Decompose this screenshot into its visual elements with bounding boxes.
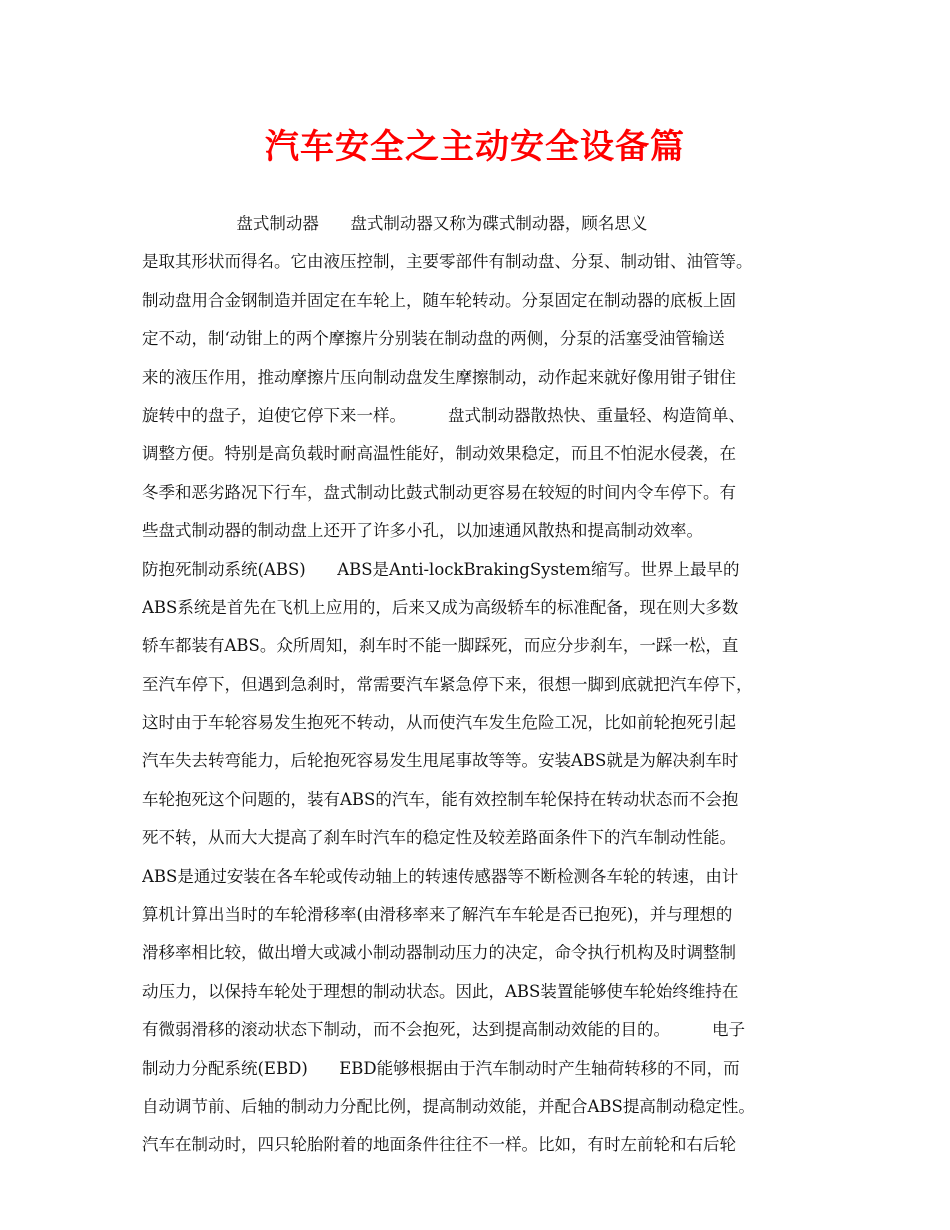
body-line: 冬季和恶劣路况下行车，盘式制动比鼓式制动更容易在较短的时间内令车停下。有	[142, 482, 736, 502]
body-line: 汽车在制动时，四只轮胎附着的地面条件往往不一样。比如，有时左前轮和右后轮	[142, 1135, 736, 1155]
body-line: 定不动，制‘动钳上的两个摩擦片分别装在制动盘的两侧，分泵的活塞受油管输送	[142, 329, 725, 349]
document-body	[142, 205, 832, 1165]
body-line: 车轮抱死这个问题的，装有ABS的汽车，能有效控制车轮保持在转动状态而不会抱	[142, 789, 739, 809]
document-title: 汽车安全之主动安全设备篇	[265, 127, 685, 167]
body-line: 轿车都装有ABS。众所周知，刹车时不能一脚踩死，而应分步刹车，一踩一松，直	[142, 636, 739, 656]
body-line: 来的液压作用，推动摩擦片压向制动盘发生摩擦制动，动作起来就好像用钳子钳住	[142, 367, 736, 387]
body-line: 自动调节前、后轴的制动力分配比例，提高制动效能，并配合ABS提高制动稳定性。	[142, 1096, 755, 1116]
body-line: 汽车失去转弯能力，后轮抱死容易发生甩尾事故等等。安装ABS就是为解决刹车时	[142, 751, 739, 771]
body-line: 动压力，以保持车轮处于理想的制动状态。因此，ABS装置能够使车轮始终维持在	[142, 981, 739, 1001]
body-line: 是取其形状而得名。它由液压控制，主要零部件有制动盘、分泵、制动钳、油管等。	[142, 252, 753, 272]
body-line: 算机计算出当时的车轮滑移率(由滑移率来了解汽车车轮是否已抱死)，并与理想的	[142, 905, 733, 925]
body-line: 死不转，从而大大提高了刹车时汽车的稳定性及较差路面条件下的汽车制动性能。	[142, 828, 736, 848]
body-line: 防抱死制动系统(ABS) ABS是Anti-lockBrakingSystem缩写。世界上最早的	[142, 559, 740, 579]
body-line: 有微弱滑移的滚动状态下制动，而不会抱死，达到提高制动效能的目的。 电子	[142, 1020, 745, 1040]
body-line: 盘式制动器 盘式制动器又称为碟式制动器，顾名思义	[142, 214, 648, 233]
body-line: 至汽车停下，但遇到急刹时，常需要汽车紧急停下来，很想一脚到底就把汽车停下，	[142, 674, 753, 694]
body-line: ABS是通过安装在各车轮或传动轴上的转速传感器等不断检测各车轮的转速，由计	[142, 866, 739, 886]
body-line: 滑移率相比较，做出增大或减小制动器制动压力的决定，命令执行机构及时调整制	[142, 943, 736, 963]
body-line: 制动力分配系统(EBD) EBD能够根据由于汽车制动时产生轴荷转移的不同，而	[142, 1058, 740, 1078]
body-line: 调整方便。特别是高负载时耐高温性能好，制动效果稳定，而且不怕泥水侵袭，在	[142, 444, 736, 464]
body-line: 制动盘用合金钢制造并固定在车轮上，随车轮转动。分泵固定在制动器的底板上固	[142, 290, 736, 310]
body-line: ABS系统是首先在飞机上应用的，后来又成为高级轿车的标准配备，现在则大多数	[142, 597, 739, 617]
body-line: 这时由于车轮容易发生抱死不转动，从而使汽车发生危险工况，比如前轮抱死引起	[142, 713, 736, 733]
body-line: 些盘式制动器的制动盘上还开了许多小孔，以加速通风散热和提高制动效率。	[142, 521, 703, 541]
body-line: 旋转中的盘子，迫使它停下来一样。 盘式制动器散热快、重量轻、构造简单、	[142, 405, 745, 425]
